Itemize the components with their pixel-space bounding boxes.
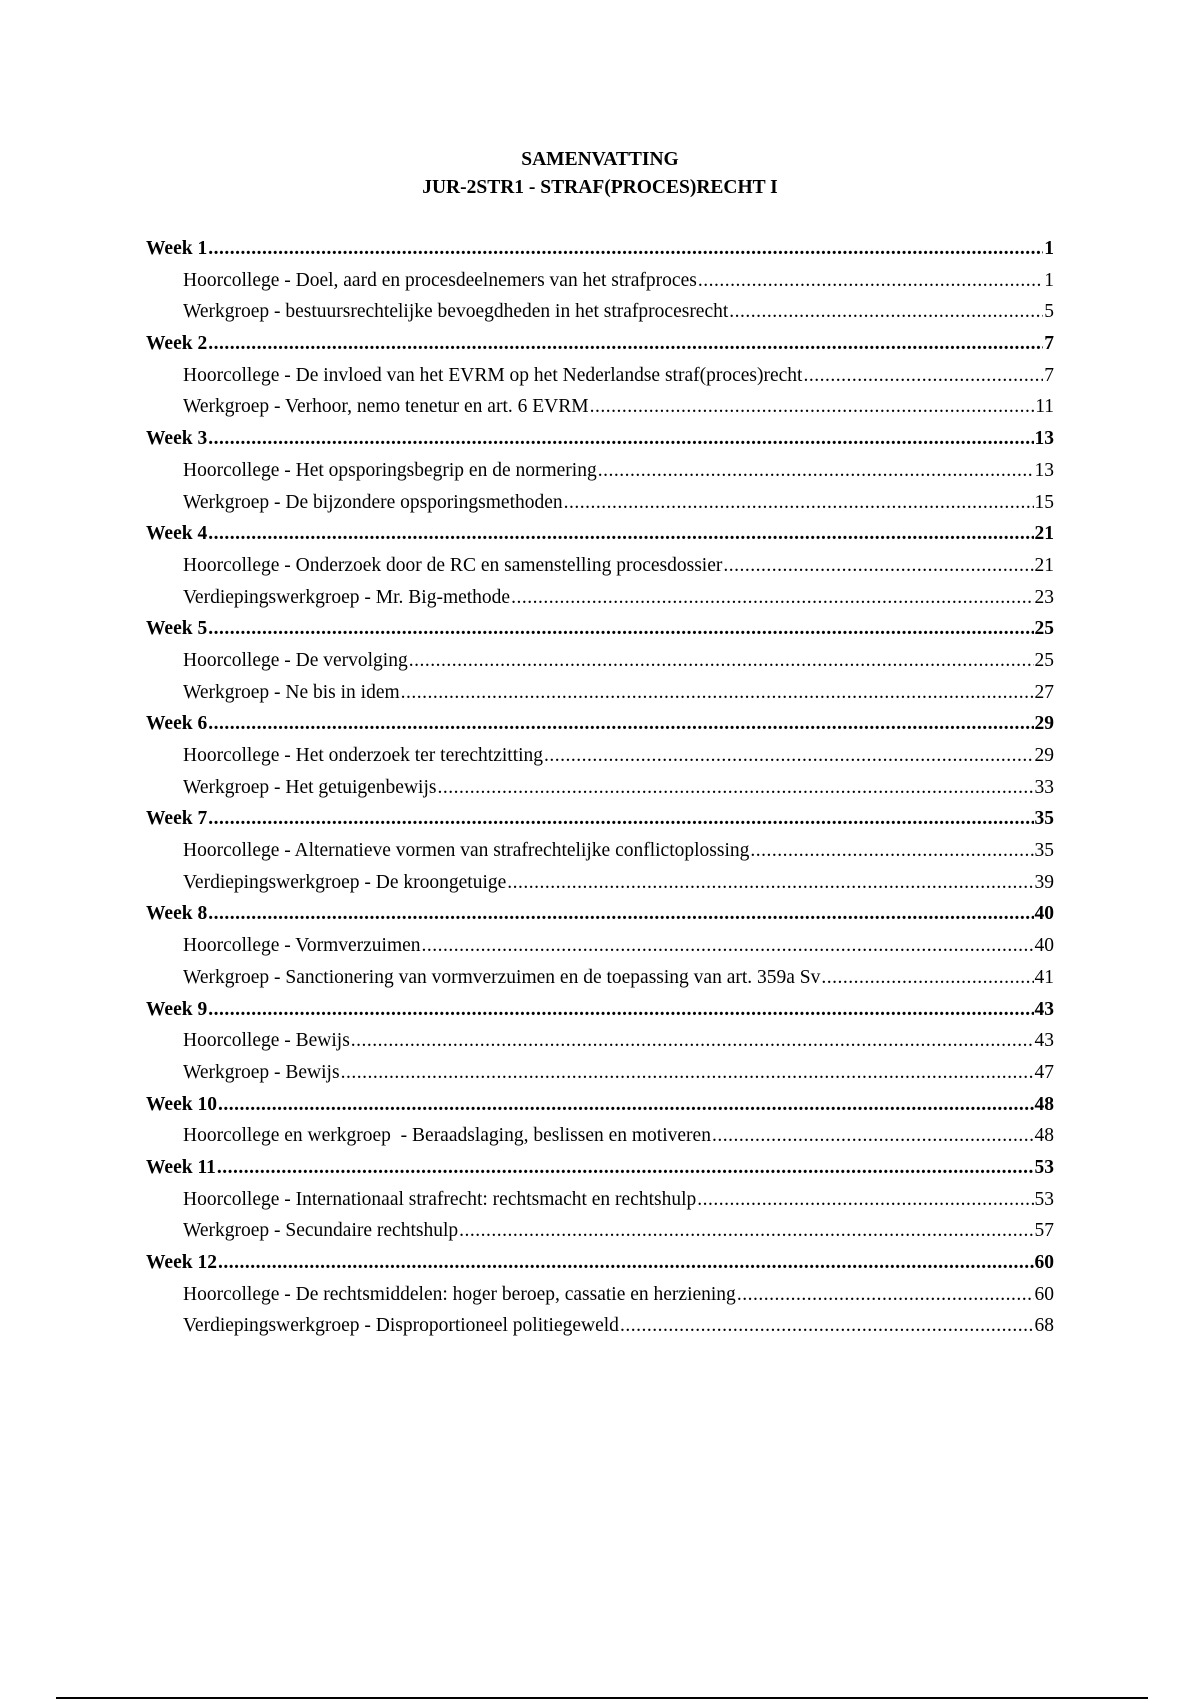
toc-page: 33	[1034, 776, 1054, 798]
toc-leader	[712, 1125, 1034, 1147]
toc-entry[interactable]	[146, 365, 1054, 397]
title-line-summary: SAMENVATTING	[521, 149, 679, 170]
toc-page: 13	[1034, 459, 1054, 481]
toc-leader	[620, 1315, 1034, 1337]
toc-label: Week 1	[146, 238, 208, 259]
toc-leader	[208, 713, 1033, 735]
toc-entry[interactable]	[146, 1284, 1054, 1316]
toc-leader	[218, 1252, 1034, 1274]
toc-entry[interactable]	[146, 555, 1054, 587]
toc-label: Hoorcollege - De invloed van het EVRM op het Nederlandse straf(proces)recht	[183, 364, 803, 386]
toc-page: 13	[1034, 428, 1054, 450]
toc-leader	[507, 872, 1033, 894]
toc-leader	[409, 650, 1034, 672]
toc-label: Hoorcollege en werkgroep - Beraadslaging, beslissen en motiveren	[183, 1125, 711, 1147]
toc-page: 53	[1034, 1188, 1054, 1210]
toc-page: 43	[1034, 998, 1054, 1020]
toc-page: 47	[1034, 1061, 1054, 1083]
toc-label: Week 8	[146, 903, 208, 925]
toc-page: 25	[1034, 649, 1054, 671]
toc-page: 21	[1034, 554, 1054, 576]
toc-page: 15	[1034, 491, 1054, 513]
toc-week-10[interactable]	[146, 1094, 1054, 1126]
toc-page: 1	[1044, 238, 1054, 259]
toc-leader	[737, 1284, 1034, 1306]
toc-page: 7	[1044, 333, 1054, 355]
toc-entry[interactable]	[146, 396, 1054, 428]
toc-week-5[interactable]	[146, 618, 1054, 650]
toc-week-9[interactable]	[146, 999, 1054, 1031]
toc-page: 68	[1034, 1315, 1054, 1337]
toc-label: Verdiepingswerkgroep - Disproportioneel politiegeweld	[183, 1315, 619, 1337]
toc-entry[interactable]	[146, 1125, 1054, 1157]
toc-label: Hoorcollege - Bewijs	[183, 1030, 350, 1052]
toc-entry[interactable]	[146, 1315, 1054, 1347]
toc-page: 40	[1034, 903, 1054, 925]
toc-entry[interactable]	[146, 1189, 1054, 1221]
toc-week-6[interactable]	[146, 713, 1054, 745]
toc-page: 60	[1034, 1252, 1054, 1273]
toc-leader	[723, 555, 1033, 577]
toc-leader	[803, 365, 1043, 387]
toc-label: Werkgroep - Bewijs	[183, 1061, 340, 1083]
toc-entry[interactable]	[146, 967, 1054, 999]
toc-page: 21	[1034, 523, 1054, 545]
toc-page: 25	[1034, 618, 1054, 640]
toc-week-8[interactable]	[146, 903, 1054, 935]
toc-entry[interactable]	[146, 745, 1054, 777]
toc-page: 29	[1034, 713, 1054, 735]
toc-leader	[351, 1030, 1034, 1052]
toc-page: 48	[1034, 1093, 1054, 1115]
toc-leader	[208, 333, 1043, 355]
toc-page: 40	[1034, 935, 1054, 957]
toc-entry[interactable]	[146, 270, 1054, 302]
toc-leader	[208, 523, 1033, 545]
toc-label: Week 10	[146, 1093, 217, 1115]
toc-page: 1	[1044, 269, 1054, 291]
toc-page: 35	[1034, 808, 1054, 830]
toc-page: 43	[1034, 1030, 1054, 1052]
toc-leader	[217, 1157, 1034, 1179]
toc-leader	[208, 618, 1033, 640]
toc-label: Hoorcollege - Doel, aard en procesdeelnemers van het strafproces	[183, 269, 697, 291]
toc-leader	[598, 460, 1034, 482]
toc-label: Werkgroep - Verhoor, nemo tenetur en art. 6 EVRM	[183, 396, 589, 418]
toc-entry[interactable]	[146, 777, 1054, 809]
toc-page: 57	[1034, 1220, 1054, 1242]
toc-leader	[511, 587, 1033, 609]
toc-leader	[544, 745, 1033, 767]
toc-week-12[interactable]	[146, 1252, 1054, 1284]
toc-week-4[interactable]	[146, 523, 1054, 555]
toc-leader	[697, 1189, 1033, 1211]
toc-week-1[interactable]	[146, 238, 1054, 270]
toc-entry[interactable]	[146, 460, 1054, 492]
toc-leader	[341, 1062, 1034, 1084]
toc-label: Hoorcollege - Alternatieve vormen van strafrechtelijke conflictoplossing	[183, 840, 750, 862]
toc-leader	[208, 808, 1033, 830]
toc-entry[interactable]	[146, 1030, 1054, 1062]
toc-leader	[564, 492, 1034, 514]
toc-leader	[459, 1220, 1033, 1242]
toc-label: Hoorcollege - De rechtsmiddelen: hoger beroep, cassatie en herziening	[183, 1283, 736, 1305]
toc-page: 29	[1034, 745, 1054, 766]
toc-label: Werkgroep - Het getuigenbewijs	[183, 776, 437, 798]
toc-leader	[218, 1094, 1034, 1116]
toc-leader	[401, 682, 1034, 704]
toc-leader	[437, 777, 1033, 799]
toc-label: Hoorcollege - Het opsporingsbegrip en de normering	[183, 459, 597, 481]
toc-label: Week 9	[146, 998, 208, 1020]
toc-week-2[interactable]	[146, 333, 1054, 365]
toc-entry[interactable]	[146, 840, 1054, 872]
toc-entry[interactable]	[146, 492, 1054, 524]
toc-label: Week 2	[146, 333, 208, 355]
table-of-contents	[146, 238, 1054, 1347]
toc-page: 23	[1034, 586, 1054, 608]
toc-label: Werkgroep - Secundaire rechtshulp	[183, 1220, 459, 1242]
toc-entry[interactable]	[146, 935, 1054, 967]
toc-label: Verdiepingswerkgroep - De kroongetuige	[183, 871, 507, 893]
toc-page: 27	[1034, 681, 1054, 703]
toc-label: Hoorcollege - Internationaal strafrecht: rechtsmacht en rechtshulp	[183, 1188, 697, 1210]
toc-leader	[208, 428, 1033, 450]
toc-week-7[interactable]	[146, 808, 1054, 840]
toc-page: 11	[1035, 396, 1054, 418]
toc-label: Week 4	[146, 523, 208, 545]
toc-week-11[interactable]	[146, 1157, 1054, 1189]
toc-label: Hoorcollege - Vormverzuimen	[183, 935, 421, 957]
title-line-course: JUR-2STR1 - STRAF(PROCES)RECHT I	[422, 177, 778, 198]
toc-leader	[590, 396, 1035, 418]
toc-label: Week 5	[146, 618, 208, 640]
toc-entry[interactable]	[146, 1220, 1054, 1252]
toc-page: 35	[1034, 840, 1054, 862]
toc-label: Week 6	[146, 713, 208, 735]
toc-page: 7	[1044, 364, 1054, 386]
toc-label: Hoorcollege - Het onderzoek ter terechtzitting	[183, 745, 544, 766]
toc-entry[interactable]	[146, 587, 1054, 619]
toc-leader	[698, 270, 1043, 292]
toc-page: 48	[1034, 1125, 1054, 1147]
toc-page: 5	[1044, 301, 1054, 323]
toc-week-3[interactable]	[146, 428, 1054, 460]
toc-leader	[208, 238, 1043, 260]
document-title	[0, 146, 1200, 202]
toc-label: Werkgroep - De bijzondere opsporingsmethoden	[183, 491, 563, 513]
footer-rule	[56, 1697, 1148, 1699]
toc-label: Week 12	[146, 1252, 217, 1273]
toc-leader	[821, 967, 1033, 989]
toc-label: Hoorcollege - De vervolging	[183, 649, 408, 671]
toc-label: Verdiepingswerkgroep - Mr. Big-methode	[183, 586, 511, 608]
toc-leader	[208, 903, 1033, 925]
toc-entry[interactable]	[146, 682, 1054, 714]
toc-entry[interactable]	[146, 872, 1054, 904]
toc-page: 39	[1034, 871, 1054, 893]
toc-label: Hoorcollege - Onderzoek door de RC en samenstelling procesdossier	[183, 554, 723, 576]
toc-label: Werkgroep - Ne bis in idem	[183, 681, 400, 703]
toc-label: Werkgroep - Sanctionering van vormverzuimen en de toepassing van art. 359a Sv	[183, 966, 821, 988]
toc-label: Werkgroep - bestuursrechtelijke bevoegdheden in het strafprocesrecht	[183, 301, 729, 323]
toc-page: 53	[1034, 1156, 1054, 1178]
toc-leader	[208, 999, 1033, 1021]
toc-entry[interactable]	[146, 301, 1054, 333]
toc-page: 41	[1034, 966, 1054, 988]
toc-label: Week 7	[146, 808, 208, 830]
toc-leader	[750, 840, 1033, 862]
toc-entry[interactable]	[146, 650, 1054, 682]
toc-page: 60	[1034, 1283, 1054, 1305]
toc-entry[interactable]	[146, 1062, 1054, 1094]
toc-leader	[422, 935, 1034, 957]
toc-label: Week 11	[146, 1156, 216, 1178]
toc-leader	[729, 301, 1043, 323]
toc-label: Week 3	[146, 428, 208, 450]
